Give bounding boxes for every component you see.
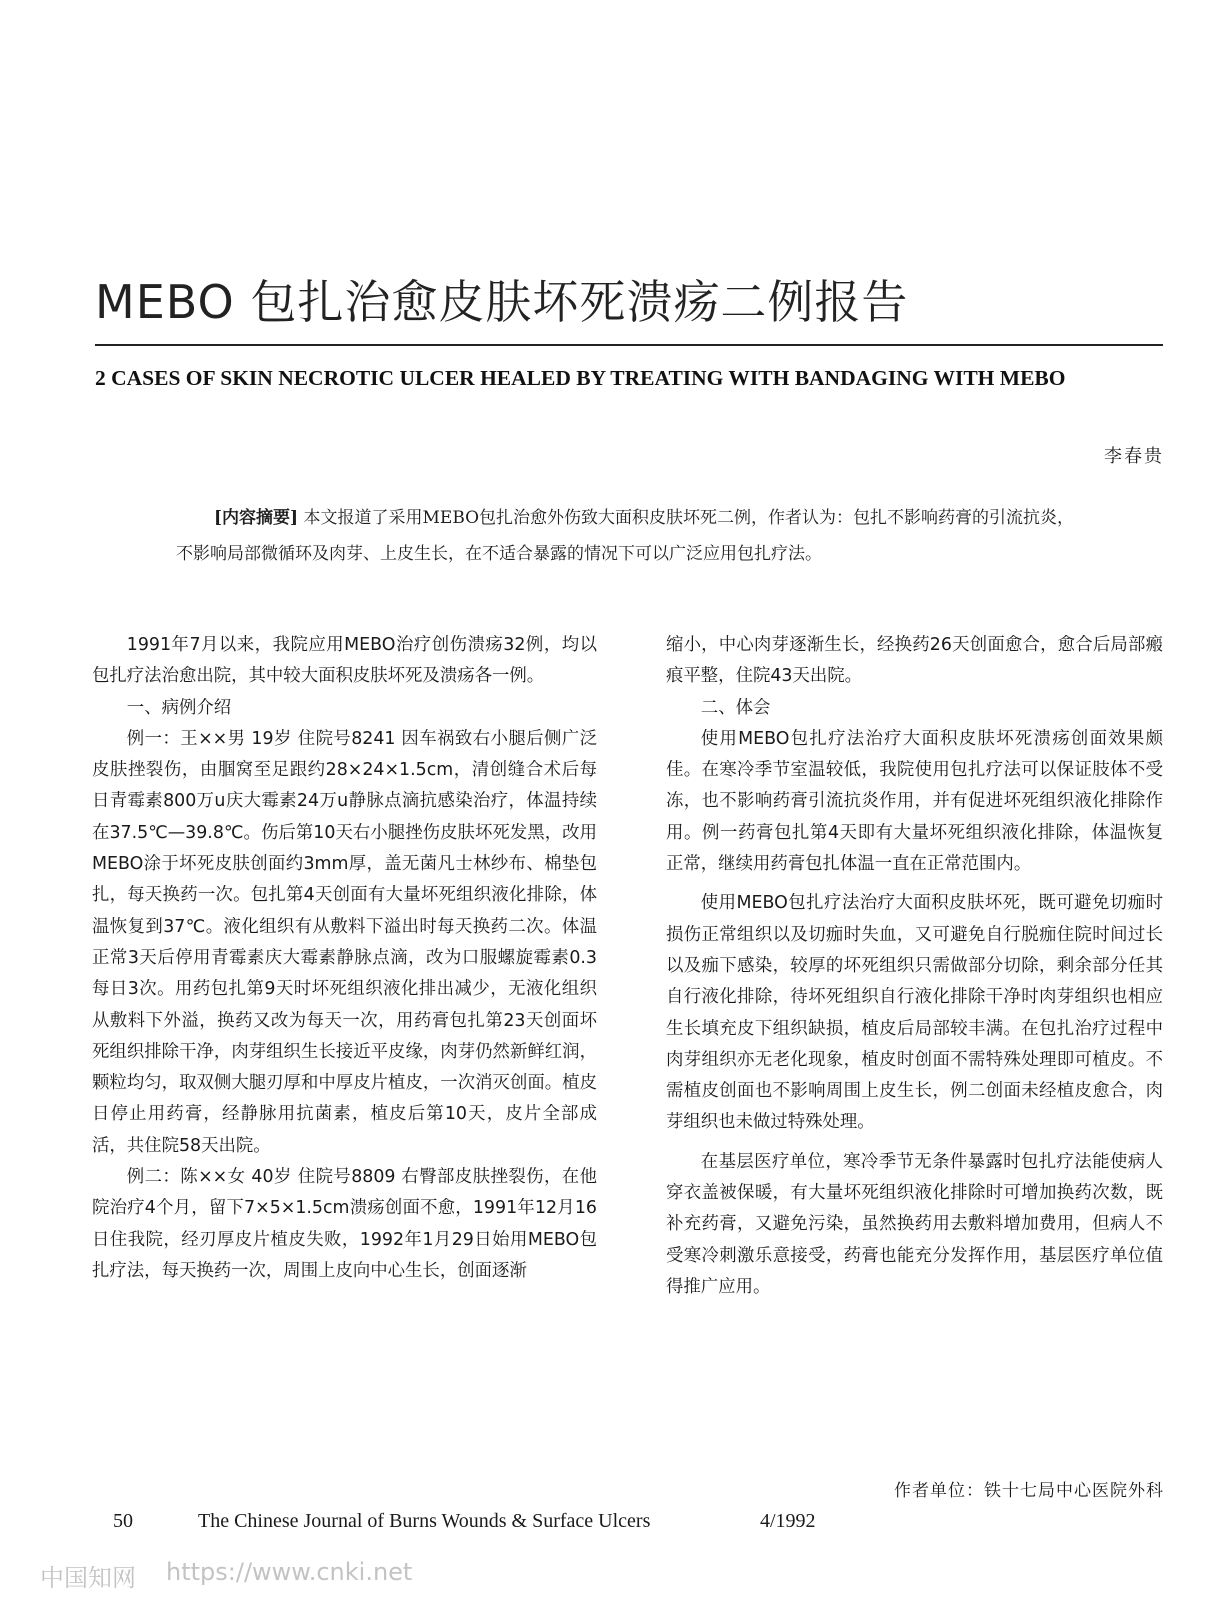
discussion-paragraph-1: 使用MEBO包扎疗法治疗大面积皮肤坏死溃疡创面效果颇佳。在寒冷季节室温较低，我院使用包扎疗法可以保证肢体不受冻，也不影响药膏引流抗炎作用，并有促进坏死组织液化排除作用。例一药膏包扎第4天即有大量坏死组织液化排除，体温恢复正常，继续用药膏包扎体温一直在正常范围内。	[666, 728, 1163, 875]
issue-number: 4/1992	[760, 1510, 816, 1532]
paper-title-english: 2 CASES OF SKIN NECROTIC ULCER HEALED BY TREATING WITH BANDAGING WITH MEBO	[95, 366, 1066, 390]
body-right-column	[666, 630, 1163, 1303]
paper-title-chinese: MEBO 包扎治愈皮肤坏死溃疡二例报告	[95, 275, 909, 329]
author-name: 李春贵	[1104, 446, 1164, 467]
page-footer	[0, 1510, 1216, 1538]
watermark-brand: 中国知网	[40, 1564, 136, 1592]
discussion-paragraph-3: 在基层医疗单位，寒冷季节无条件暴露时包扎疗法能使病人穿衣盖被保暖，有大量坏死组织液化排除时可增加换药次数，既补充药膏，又避免污染，虽然换药用去敷料增加费用，但病人不受寒冷刺激乐意接受，药膏也能充分发挥作用，基层医疗单位值得推广应用。	[666, 1151, 1163, 1297]
case-two-paragraph: 例二：陈××女 40岁 住院号8809 右臀部皮肤挫裂伤，在他院治疗4个月，留下7×5×1.5cm溃疡创面不愈，1991年12月16日住我院，经刃厚皮片植皮失败，1992年1月29日始用MEBO包扎疗法，每天换药一次，周围上皮向中心生长，创面逐渐	[92, 1167, 597, 1281]
journal-name: The Chinese Journal of Burns Wounds & Surface Ulcers	[198, 1510, 651, 1532]
author-affiliation: 作者单位：铁十七局中心医院外科	[894, 1481, 1164, 1501]
abstract	[176, 500, 1086, 572]
section-heading-discussion: 二、体会	[700, 697, 771, 718]
watermark-url: https://www.cnki.net	[166, 1558, 413, 1586]
body-left-column	[92, 630, 597, 1287]
title-divider	[95, 344, 1163, 346]
abstract-label: [内容摘要]	[214, 508, 299, 528]
case-one-paragraph: 例一：王××男 19岁 住院号8241 因车祸致右小腿后侧广泛皮肤挫裂伤，由腘窝至足跟约28×24×1.5cm，清创缝合术后每日青霉素800万u庆大霉素24万u静脉点滴抗感染治疗，体温持续在37.5℃—39.8℃。伤后第10天右小腿挫伤皮肤坏死发黑，改用MEBO涂于坏死皮肤创面约3mm厚，盖无菌凡士林纱布、棉垫包扎，每天换药一次。包扎第4天创面有大量坏死组织液化排除，体温恢复到37℃。液化组织有从敷料下溢出时每天换药二次。体温正常3天后停用青霉素庆大霉素静脉点滴，改为口服螺旋霉素0.3每日3次。用药包扎第9天时坏死组织液化排出减少，无液化组织从敷料下外溢，换药又改为每天一次，用药膏包扎第23天创面坏死组织排除干净，肉芽组织生长接近平皮缘，肉芽仍然新鲜红润，颗粒均匀，取双侧大腿刃厚和中厚皮片植皮，一次消灭创面。植皮日停止用药膏，经静脉用抗菌素，植皮后第10天，皮片全部成活，共住院58天出院。	[92, 728, 597, 1156]
page-number: 50	[113, 1510, 133, 1532]
abstract-text: 本文报道了采用MEBO包扎治愈外伤致大面积皮肤坏死二例，作者认为：包扎不影响药膏的引流抗炎，不影响局部微循环及肉芽、上皮生长，在不适合暴露的情况下可以广泛应用包扎疗法。	[176, 508, 1075, 564]
section-heading-cases: 一、病例介绍	[126, 697, 232, 718]
intro-paragraph: 1991年7月以来，我院应用MEBO治疗创伤溃疡32例，均以包扎疗法治愈出院，其中较大面积皮肤坏死及溃疡各一例。	[92, 635, 597, 687]
case-two-continued: 缩小，中心肉芽逐渐生长，经换药26天创面愈合，愈合后局部瘢痕平整，住院43天出院。	[666, 635, 1163, 687]
discussion-paragraph-2: 使用MEBO包扎疗法治疗大面积皮肤坏死，既可避免切痂时损伤正常组织以及切痂时失血，又可避免自行脱痂住院时间过长以及痂下感染，较厚的坏死组织只需做部分切除，剩余部分任其自行液化排除，待坏死组织自行液化排除干净时肉芽组织也相应生长填充皮下组织缺损，植皮后局部较丰满。在包扎治疗过程中肉芽组织亦无老化现象，植皮时创面不需特殊处理即可植皮。不需植皮创面也不影响周围上皮生长，例二创面未经植皮愈合，肉芽组织也未做过特殊处理。	[666, 893, 1163, 1133]
